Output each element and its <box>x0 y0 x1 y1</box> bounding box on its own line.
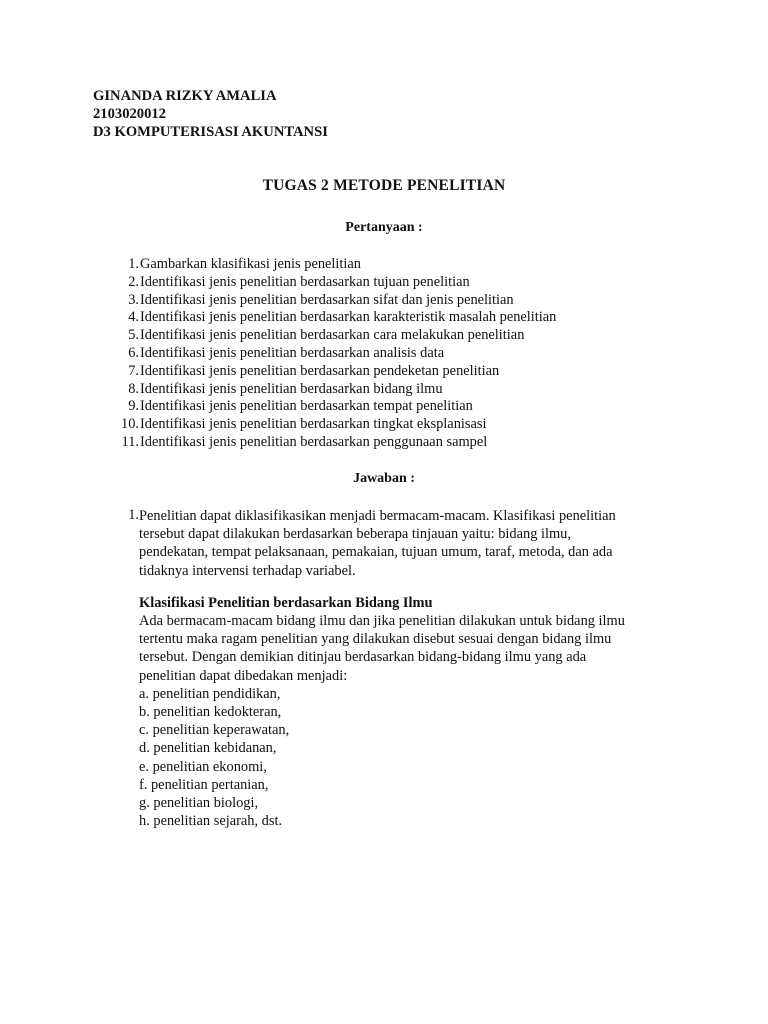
question-text: Identifikasi jenis penelitian berdasarkan tempat penelitian <box>140 398 473 415</box>
field-list-item: a. penelitian pendidikan, <box>139 685 281 702</box>
question-item <box>112 309 556 327</box>
answer-number <box>112 507 139 830</box>
field-list-item: f. penelitian pertanian, <box>139 776 269 793</box>
answers-label: Jawaban : <box>353 471 415 486</box>
question-number: 5. <box>128 327 139 344</box>
field-list-item: h. penelitian sejarah, dst. <box>139 813 283 830</box>
answers-list <box>112 507 699 830</box>
question-number: 4. <box>128 309 139 326</box>
question-item <box>112 363 556 381</box>
question-number: 3. <box>128 291 139 308</box>
question-number: 1. <box>128 256 139 272</box>
field-list-item: d. penelitian kebidanan, <box>139 740 277 757</box>
student-id: 2103020012 <box>93 106 166 122</box>
question-item <box>112 274 556 292</box>
question-item <box>112 416 556 434</box>
question-text: Identifikasi jenis penelitian berdasarkan karakteristik masalah penelitian <box>140 309 557 326</box>
question-item <box>112 292 556 310</box>
question-text: Identifikasi jenis penelitian berdasarkan cara melakukan penelitian <box>140 327 525 344</box>
student-name: GINANDA RIZKY AMALIA <box>93 88 277 104</box>
field-list-item: g. penelitian biologi, <box>139 795 259 812</box>
field-list-item: b. penelitian kedokteran, <box>139 704 282 721</box>
question-text: Identifikasi jenis penelitian berdasarkan tingkat eksplanisasi <box>140 416 487 433</box>
answer-number-text: 1. <box>128 507 139 523</box>
question-item <box>112 327 556 345</box>
question-item <box>112 256 556 274</box>
field-list-item: e. penelitian ekonomi, <box>139 758 267 775</box>
answer-intro-line: pendekatan, tempat pelaksanaan, pemakaian, tujuan umum, taraf, metoda, dan ada <box>139 544 613 561</box>
field-list-item: c. penelitian keperawatan, <box>139 722 290 739</box>
answer-item <box>112 507 699 830</box>
question-number: 10. <box>121 416 139 433</box>
answer-body-line: Ada bermacam-macam bidang ilmu dan jika penelitian dilakukan untuk bidang ilmu <box>139 613 625 630</box>
question-number: 11. <box>121 433 139 450</box>
question-text: Identifikasi jenis penelitian berdasarkan sifat dan jenis penelitian <box>140 291 514 308</box>
answer-body-line: penelitian dapat dibedakan menjadi: <box>139 667 348 684</box>
answer-body-line: tertentu maka ragam penelitian yang dilakukan disebut sesuai dengan bidang ilmu <box>139 631 612 648</box>
document-title: TUGAS 2 METODE PENELITIAN <box>262 177 506 194</box>
question-number: 8. <box>128 380 139 397</box>
question-item <box>112 398 556 416</box>
field-list <box>139 685 699 831</box>
answer-body <box>139 507 699 830</box>
question-text: Identifikasi jenis penelitian berdasarkan tujuan penelitian <box>140 273 470 290</box>
question-number: 7. <box>128 362 139 379</box>
answer-body-line: tersebut. Dengan demikian ditinjau berdasarkan bidang-bidang ilmu yang ada <box>139 649 587 666</box>
answer-intro <box>139 507 699 580</box>
question-text: Identifikasi jenis penelitian berdasarkan analisis data <box>140 344 445 361</box>
answer-subheading: Klasifikasi Penelitian berdasarkan Bidang Ilmu <box>139 594 433 611</box>
question-text: Gambarkan klasifikasi jenis penelitian <box>140 256 361 272</box>
answer-intro-line: tidaknya intervensi terhadap variabel. <box>139 562 356 579</box>
question-item <box>112 345 556 363</box>
question-number: 2. <box>128 273 139 290</box>
study-program: D3 KOMPUTERISASI AKUNTANSI <box>93 124 328 140</box>
question-text: Identifikasi jenis penelitian berdasarkan bidang ilmu <box>140 380 443 397</box>
question-item <box>112 381 556 399</box>
answer-classification-text <box>139 612 699 685</box>
question-item <box>112 434 556 452</box>
answer-intro-line: Penelitian dapat diklasifikasikan menjadi bermacam-macam. Klasifikasi penelitian <box>139 508 616 524</box>
question-number: 9. <box>128 398 139 415</box>
questions-label: Pertanyaan : <box>345 220 423 235</box>
questions-list <box>112 256 556 452</box>
student-header <box>93 87 328 141</box>
question-text: Identifikasi jenis penelitian berdasarkan pendeketan penelitian <box>140 362 500 379</box>
answer-intro-line: tersebut dapat dilakukan berdasarkan beberapa tinjauan yaitu: bidang ilmu, <box>139 526 571 543</box>
question-text: Identifikasi jenis penelitian berdasarkan penggunaan sampel <box>140 433 488 450</box>
question-number: 6. <box>128 344 139 361</box>
